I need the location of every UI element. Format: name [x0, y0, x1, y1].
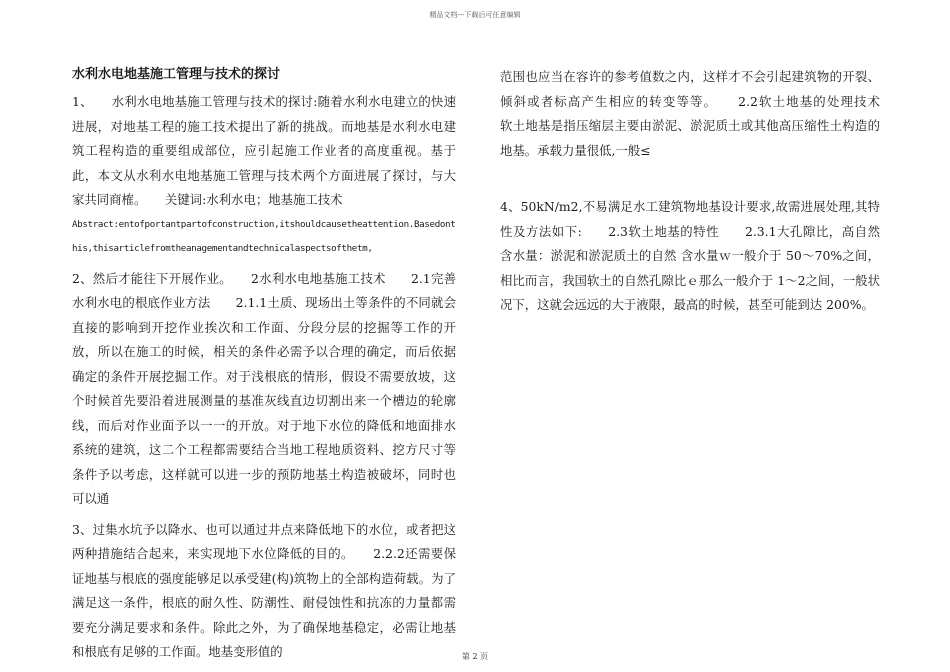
paragraph-1: 1、 水利水电地基施工管理与技术的探讨:随着水利水电建立的快速进展，对地基工程的施工技术提出了新的挑战。而地基是水利水电建筑工程构造的重要组成部位，应引起施工作业者的高度重视。基于此，本文从水利水电地基施工管理与技术两个方面进展了探讨，与大家共同商榷。 关键词:水利水电；地基施工技术 — [72, 94, 456, 207]
document-title: 水利水电地基施工管理与技术的探讨 — [72, 67, 281, 82]
paragraph-3: 3、过集水坑予以降水、也可以通过井点来降低地下的水位，或者把这两种措施结合起来，来实现地下水位降低的目的。 2.2.2还需要保证地基与根底的强度能够足以承受建(构)筑物上的全部构造荷载。为了满足这一条件，根底的耐久性、防潮性、耐侵蚀性和抗冻的力量都需要充分满足要求和条件。除此之外，为了确保地基稳定，必需让地基和根底有足够的工作面。地基变形值的 — [72, 521, 456, 659]
paragraph-5: 4、50kN/m2,不易满足水工建筑物地基设计要求,故需进展处理,其特性及方法如下: 2.3软土地基的特性 2.3.1大孔隙比，高自然 含水量：淤泥和淤泥质土的自然 含水量ｗ一般介于 50～70%之间，相比而言，我国软土的自然孔隙比ｅ那么一般介于 1～2之间，一般状况下，这就会远远的大于液限，最高的时候，甚至可能到达 200%。 — [500, 199, 880, 312]
abstract-paragraph: Abstract:entofportantpartofconstruction,itshouldcausetheattention.Basedonthis,thisarticlefromtheanagementandtechnicalaspectsofthetm, — [72, 218, 456, 254]
right-column — [500, 65, 905, 318]
paragraph-2: 2、然后才能往下开展作业。 2水利水电地基施工技术 2.1完善水利水电的根底作业方法 2.1.1土质、现场出土等条件的不同就会直接的影响到开挖作业挨次和工作面、分段分层的挖掘等工作的开放，所以在施工的时候，相关的条件必需予以合理的确定，而后依据确定的条件开展挖掘工作。对于浅根底的情形，假设不需要放坡，这个时候首先要沿着进展测量的基准灰线直边切割出来一个槽边的轮廓线，而后对作业面予以一一的开放。对于地下水位的降低和地面排水系统的建筑，这二个工程都需要结合当地工程地质资料、挖方尺寸等条件予以考虑，这样就可以进一步的预防地基土构造被破坏，同时也可以通 — [72, 270, 456, 506]
page-header: 精品文档---下载后可任意编辑 — [429, 11, 521, 19]
left-column — [72, 66, 456, 665]
paragraph-4: 范围也应当在容许的参考值数之内，这样才不会引起建筑物的开裂、倾斜或者标高产生相应的转变等等。 2.2软土地基的处理技术 软土地基是指压缩层主要由淤泥、淤泥质土或其他高压缩性土构造的地基。承载力量很低,一般≤ — [500, 69, 905, 158]
page-number: 第 2 页 — [461, 652, 489, 661]
